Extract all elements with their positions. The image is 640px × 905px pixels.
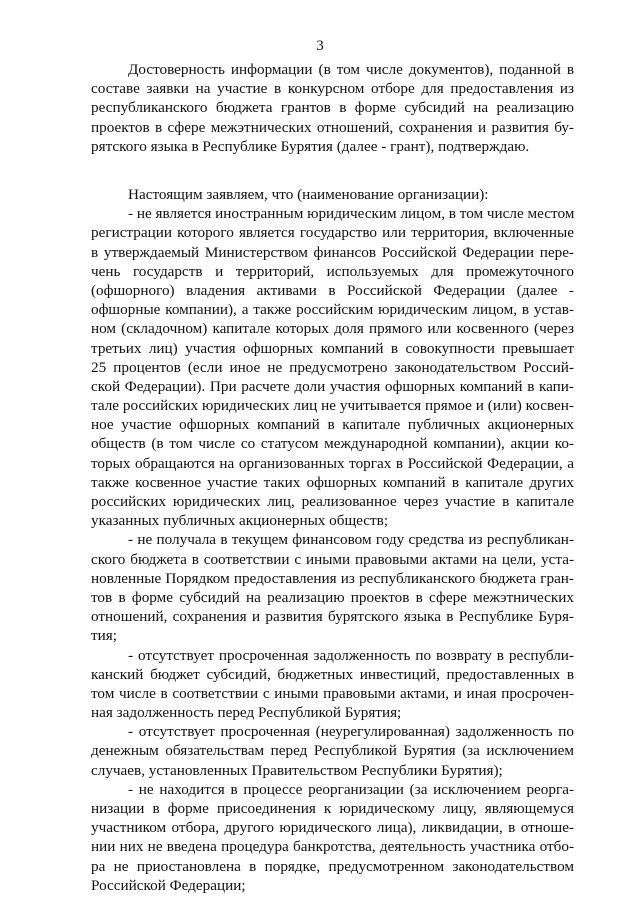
declaration-item-no-overdue-debt (91, 646, 574, 723)
confirmation-paragraph (91, 60, 574, 156)
text-line: том числе в соответствии с иными правовыми актами, и иная просрочен- (91, 684, 574, 702)
text-line: тале российских юридических лиц не учитывается прямое и (или) косвен- (91, 397, 574, 415)
text-line: денежным обязательствам перед Республикой Бурятия (за исключением (91, 742, 574, 760)
text-line: отношений, сохранения и развития бурятского языка в Республике Буря- (91, 608, 574, 626)
text-line: - отсутствует просроченная (неурегулированная) задолженность по (128, 723, 574, 741)
text-line: нии них не введена процедура банкротства, деятельность участника отбо- (91, 838, 574, 856)
text-line: тов в форме субсидий на реализацию проектов в сфере межэтнических (91, 588, 574, 606)
text-line: указанных публичных акционерных обществ; (91, 512, 389, 530)
text-line: чень государств и территорий, используемых для промежуточного (91, 262, 574, 280)
declaration-item-foreign-entity (91, 204, 574, 530)
text-line: новленные Порядком предоставления из республиканского бюджета гран- (91, 569, 574, 587)
text-line: Достоверность информации (в том числе документов), поданной в (128, 61, 574, 78)
text-line: участником отбора, другого юридического лица), ликвидации, в отноше- (91, 819, 574, 837)
text-line: (офшорного) владения активами в Российской Федерации (далее - (91, 281, 574, 299)
text-line: канский бюджет субсидий, бюджетных инвестиций, предоставленных в (91, 665, 574, 683)
text-line: - не является иностранным юридическим лицом, в том числе местом (128, 205, 575, 223)
text-line: - отсутствует просроченная задолженность по возврату в республи- (128, 646, 574, 664)
text-line: регистрации которого является государство или территория, включенные (91, 224, 574, 242)
declaration-intro: Настоящим заявляем, что (наименование организации): (128, 186, 489, 203)
text-line: ном (складочном) капитале которых доля прямого или косвенного (через (91, 320, 574, 338)
text-line: обществ (в том числе со статусом международной компании), акции ко- (91, 435, 574, 453)
text-line: тия; (91, 627, 117, 645)
text-line: 25 процентов (если иное не предусмотрено законодательством Россий- (91, 358, 574, 376)
declaration-section (91, 185, 574, 895)
text-line: составе заявки на участие в конкурсном отборе для предоставления из (91, 80, 574, 98)
text-line: ное участие офшорных компаний в капитале публичных акционерных (91, 416, 574, 434)
text-line: проектов в сфере межэтнических отношений, сохранения и развития бу- (91, 118, 574, 136)
declaration-item-no-funds-received (91, 530, 574, 645)
page-number: 3 (316, 38, 324, 54)
text-line: случаев, установленных Правительством Республики Бурятия); (91, 761, 503, 779)
text-line: ная задолженность перед Республикой Бурятия; (91, 704, 402, 722)
text-line: рятского языка в Республике Бурятия (далее - грант), подтверждаю. (91, 137, 530, 155)
text-line: третьих лиц) участия офшорных компаний в совокупности превышает (91, 339, 574, 357)
text-line: Российской Федерации; (91, 876, 246, 894)
text-line: в утверждаемый Министерством финансов Российской Федерации пере- (91, 243, 574, 261)
declaration-item-no-reorganization (91, 780, 574, 895)
text-line: - не получала в текущем финансовом году средства из республикан- (128, 531, 574, 549)
text-line: ра не приостановлена в порядке, предусмотренном законодательством (91, 857, 574, 875)
text-line: ской Федерации). При расчете доли участия офшорных компаний в капи- (91, 377, 574, 395)
text-line: офшорные компании), а также российским юридическим лицом, в устав- (91, 301, 574, 319)
text-line: - не находится в процессе реорганизации (за исключением реорга- (128, 780, 574, 798)
text-line: российских юридических лиц, реализованное через участие в капитале (91, 493, 574, 510)
text-line: низации в форме присоединения к юридическому лицу, являющемуся (91, 800, 574, 817)
text-line: республиканского бюджета грантов в форме субсидий на реализацию (91, 99, 574, 117)
declaration-item-no-unsettled-obligations (91, 722, 574, 780)
text-line: также косвенное участие таких офшорных компаний в капитале других (91, 473, 574, 491)
text-line: торых обращаются на организованных торгах в Российской Федерации, а (91, 454, 574, 472)
text-line: ского бюджета в соответствии с иными правовыми актами на цели, уста- (91, 550, 574, 568)
